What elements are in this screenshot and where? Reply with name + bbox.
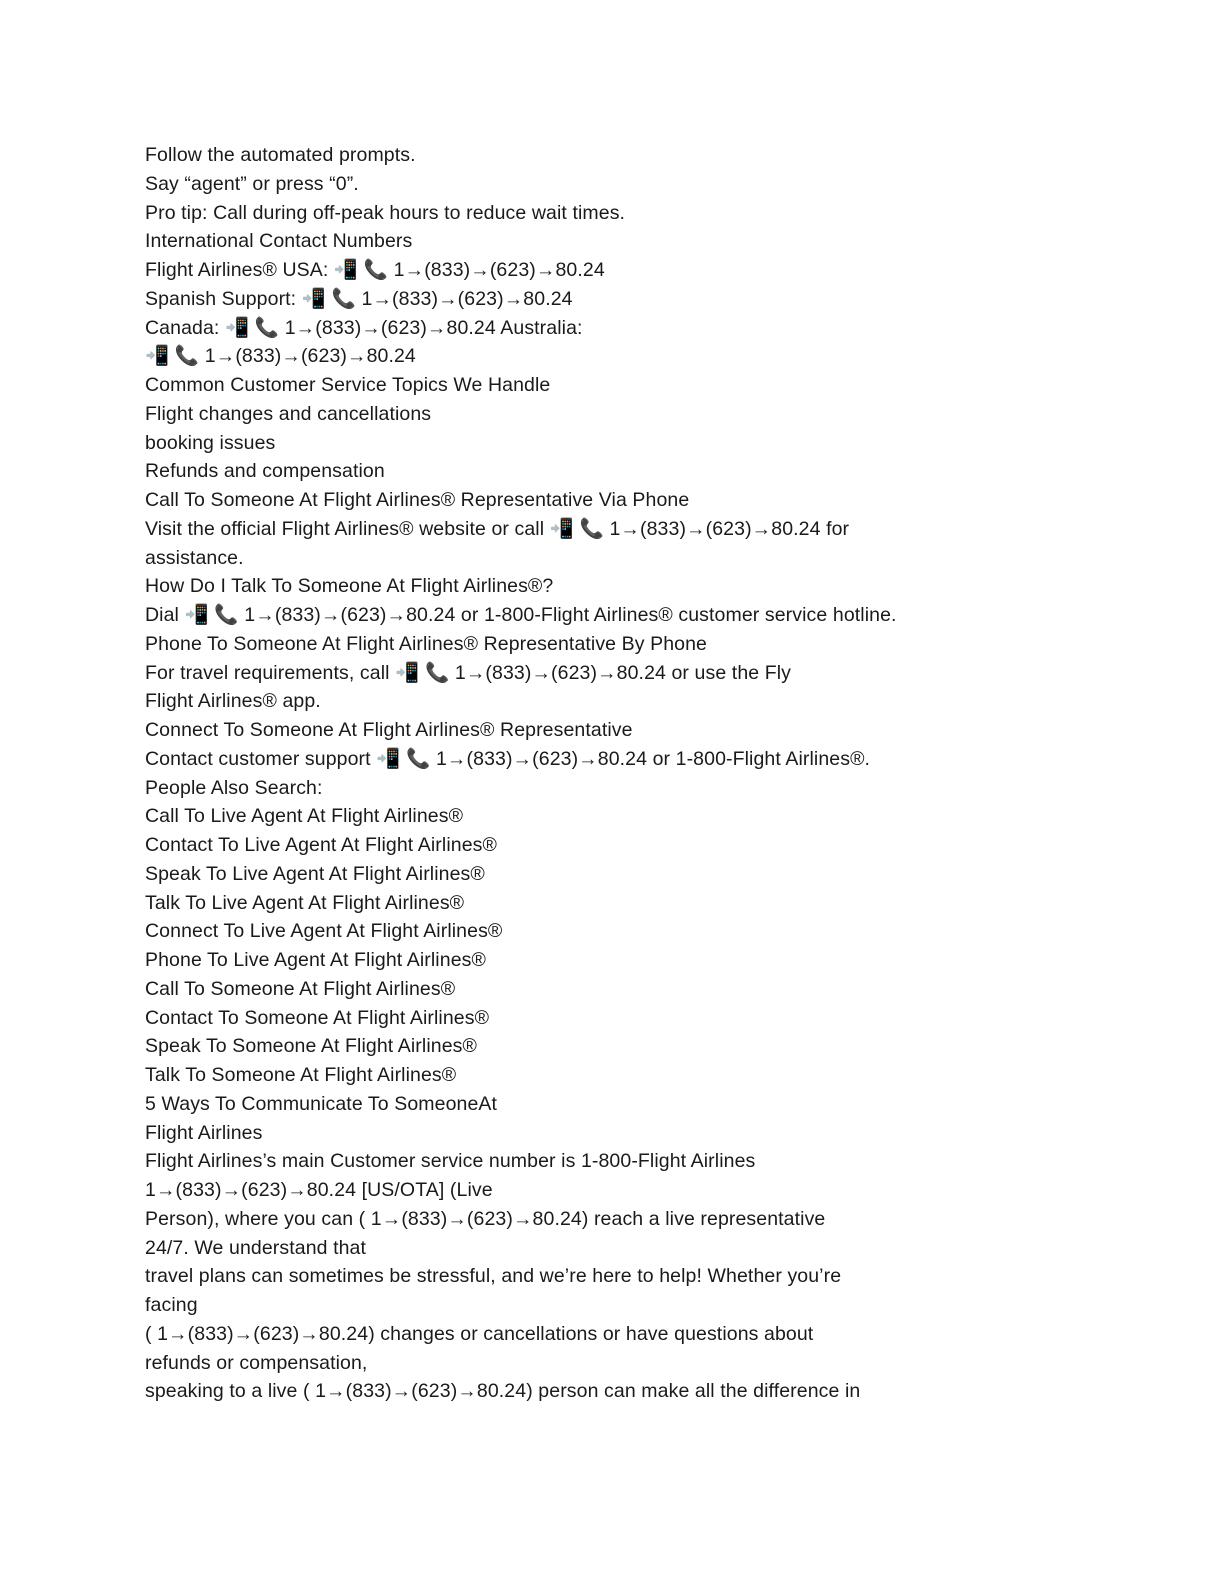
text-line: Call To Live Agent At Flight Airlines® — [145, 805, 464, 828]
text-line: 1→(833)→(623)→80.24 [US/OTA] (Live — [145, 1179, 493, 1201]
text-line: Contact To Live Agent At Flight Airlines® — [145, 834, 497, 856]
text-line: Flight changes and cancellations — [145, 402, 432, 425]
text-line: Flight Airlines® USA: 📲 📞 1→(833)→(623)→80.24 — [145, 259, 605, 281]
text-line: 5 Ways To Communicate To SomeoneAt — [145, 1092, 498, 1115]
text-line: Call To Someone At Flight Airlines® — [145, 977, 456, 1000]
text-line: speaking to a live ( 1→(833)→(623)→80.24) person can make all the difference in — [145, 1380, 861, 1403]
text-line: Flight Airlines — [145, 1121, 263, 1144]
text-line: Talk To Someone At Flight Airlines® — [145, 1064, 457, 1086]
text-line: Spanish Support: 📲 📞 1→(833)→(623)→80.24 — [145, 287, 573, 310]
text-line: Phone To Live Agent At Flight Airlines® — [145, 949, 486, 971]
text-line: 24/7. We understand that — [145, 1236, 367, 1259]
text-line: facing — [145, 1294, 198, 1316]
text-line: travel plans can sometimes be stressful, and we’re here to help! Whether you’re — [145, 1265, 842, 1288]
text-line: Call To Someone At Flight Airlines® Representative Via Phone — [145, 489, 690, 511]
text-line: refunds or compensation, — [145, 1351, 368, 1374]
text-line: Connect To Someone At Flight Airlines® Representative — [145, 719, 633, 741]
text-line: Dial 📲 📞 1→(833)→(623)→80.24 or 1-800-Flight Airlines® customer service hotline. — [145, 604, 897, 626]
text-line: Flight Airlines’s main Customer service number is 1-800-Flight Airlines — [145, 1150, 756, 1173]
text-line: Refunds and compensation — [145, 460, 385, 483]
text-line: Contact To Someone At Flight Airlines® — [145, 1006, 490, 1029]
document-text-block — [145, 141, 1125, 1406]
text-line: Say “agent” or press “0”. — [145, 172, 359, 195]
text-line: People Also Search: — [145, 776, 323, 799]
text-line: Follow the automated prompts. — [145, 144, 416, 166]
text-line: How Do I Talk To Someone At Flight Airlines®? — [145, 575, 554, 598]
text-line: Canada: 📲 📞 1→(833)→(623)→80.24 Australia: — [145, 316, 583, 339]
text-line: Contact customer support 📲 📞 1→(833)→(623)→80.24 or 1-800-Flight Airlines®. — [145, 747, 871, 770]
text-line: booking issues — [145, 431, 276, 454]
text-line: Person), where you can ( 1→(833)→(623)→80.24) reach a live representative — [145, 1207, 826, 1230]
text-line: Flight Airlines® app. — [145, 690, 321, 713]
text-line: Connect To Live Agent At Flight Airlines® — [145, 920, 503, 943]
text-line: Visit the official Flight Airlines® website or call 📲 📞 1→(833)→(623)→80.24 for — [145, 517, 850, 540]
text-line: ( 1→(833)→(623)→80.24) changes or cancellations or have questions about — [145, 1322, 814, 1345]
text-line: Common Customer Service Topics We Handle — [145, 374, 551, 396]
text-line: Phone To Someone At Flight Airlines® Representative By Phone — [145, 632, 708, 655]
text-line: Speak To Live Agent At Flight Airlines® — [145, 862, 485, 885]
text-line: Talk To Live Agent At Flight Airlines® — [145, 891, 465, 914]
text-line: International Contact Numbers — [145, 230, 413, 253]
text-line: Pro tip: Call during off-peak hours to reduce wait times. — [145, 201, 626, 224]
text-line: For travel requirements, call 📲 📞 1→(833)→(623)→80.24 or use the Fly — [145, 661, 792, 684]
text-line: Speak To Someone At Flight Airlines® — [145, 1035, 477, 1058]
text-line: 📲 📞 1→(833)→(623)→80.24 — [145, 345, 416, 368]
text-line: assistance. — [145, 546, 244, 569]
